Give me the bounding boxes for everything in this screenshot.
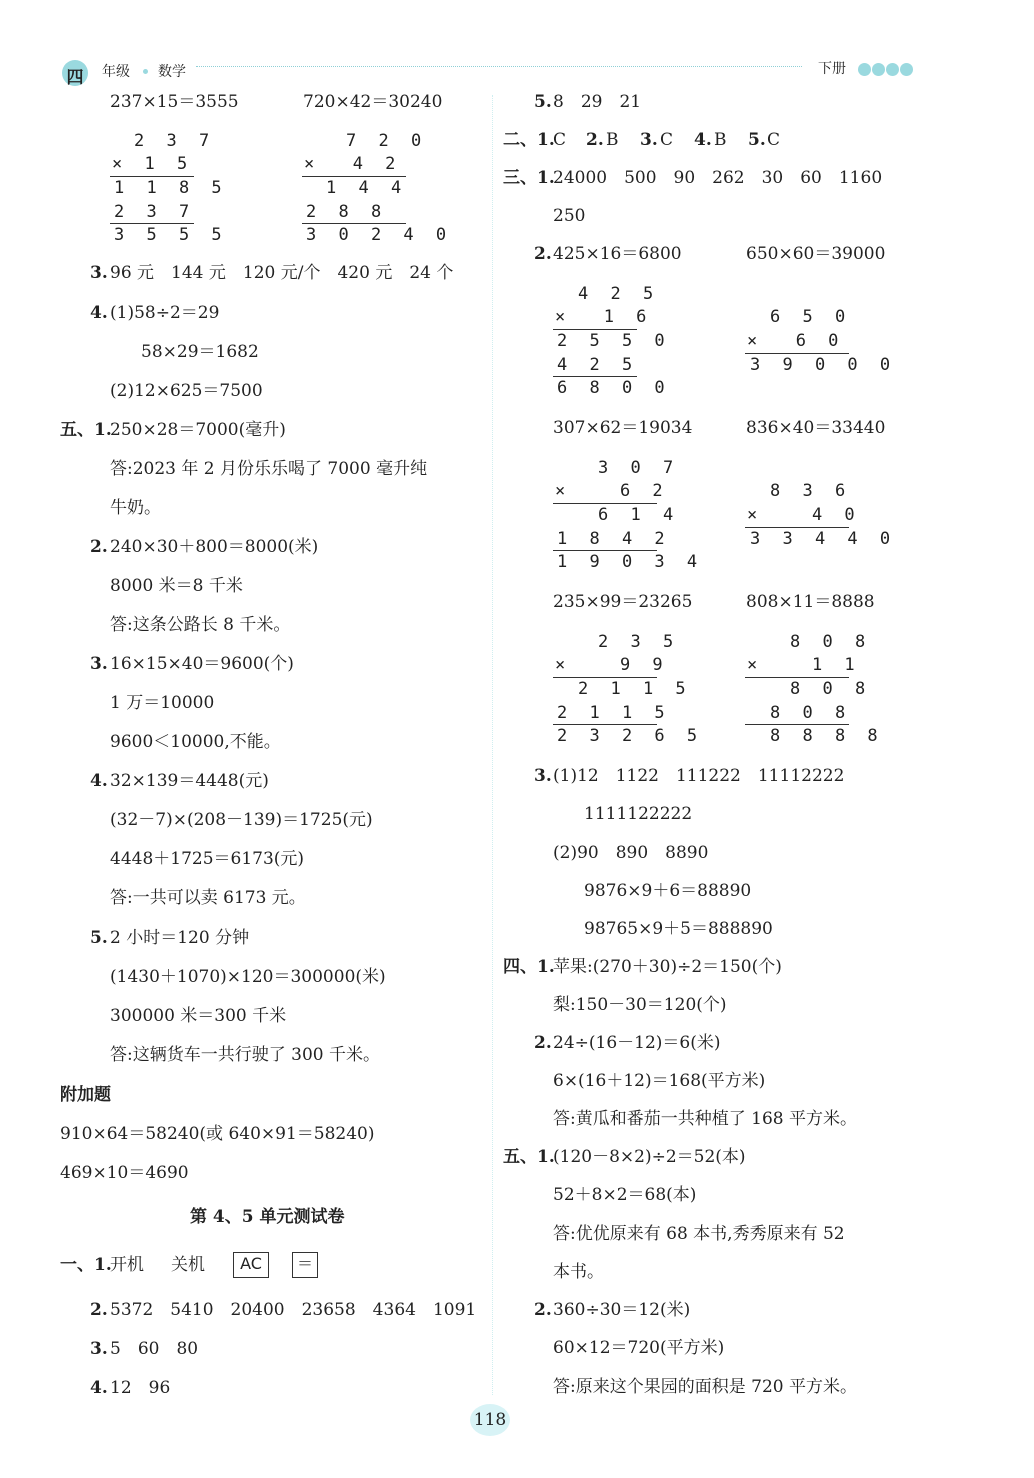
- section-number: 五、1.: [60, 420, 112, 440]
- answer-text: 梨:150－30＝120(个): [553, 995, 727, 1015]
- item-number: 3.: [534, 766, 552, 786]
- answer-text: 9600＜10000,不能。: [110, 732, 281, 752]
- vm-line: [553, 329, 637, 330]
- vm-row: 3 3 4 4 0: [750, 529, 897, 549]
- vm-row: 3 0 7: [598, 458, 680, 478]
- vm-line: [553, 503, 657, 504]
- answer-text: 52＋8×2＝68(本): [553, 1185, 697, 1205]
- vm-line: [302, 223, 406, 224]
- answer-text: 96 元 144 元 120 元/个 420 元 24 个: [110, 263, 454, 283]
- answer-text: 16×15×40＝9600(个): [110, 654, 294, 674]
- item-number: 2.: [90, 1300, 108, 1320]
- answer-text: (120－8×2)÷2＝52(本): [553, 1147, 746, 1167]
- vm-row: 8 3 6: [770, 481, 852, 501]
- answer-text: 12 96: [110, 1378, 171, 1398]
- answer-text: (1430＋1070)×120＝300000(米): [110, 967, 386, 987]
- answer-text: 9876×9＋6＝88890: [584, 881, 752, 901]
- answer-text: 910×64＝58240(或 640×91＝58240): [60, 1124, 375, 1144]
- vm-row: 2 3 7: [134, 131, 216, 151]
- vm-row: 2 8 8: [306, 202, 388, 222]
- item-number: 5.: [90, 928, 108, 948]
- answer-text: 牛奶。: [110, 498, 161, 518]
- answer-text: 答:这辆货车一共行驶了 300 千米。: [110, 1045, 380, 1065]
- separator-dot: [143, 69, 148, 74]
- equation: 808×11＝8888: [746, 592, 875, 612]
- answer-text: 240×30＋800＝8000(米): [110, 537, 319, 557]
- section-number: 五、1.: [503, 1147, 555, 1167]
- vm-row: × 1 5: [112, 154, 194, 174]
- vm-row: × 6 2: [555, 481, 669, 501]
- vm-row: 8 0 8: [790, 632, 872, 652]
- vm-row: 4 2 5: [578, 284, 660, 304]
- answer-text: 5 60 80: [110, 1339, 199, 1359]
- calculator-key-equals: ＝: [292, 1252, 318, 1278]
- answer-text: 答:一共可以卖 6173 元。: [110, 888, 306, 908]
- item-number: 2.: [586, 130, 604, 150]
- item-number: 2.: [534, 1300, 552, 1320]
- answer-text: 360÷30＝12(米): [553, 1300, 691, 1320]
- answer-text: 答:这条公路长 8 千米。: [110, 615, 291, 635]
- decor-circle: [900, 63, 913, 76]
- answer-text: 98765×9＋5＝888890: [584, 919, 773, 939]
- equation: 425×16＝6800: [553, 244, 682, 264]
- answer-text: (1)12 1122 111222 11112222: [553, 766, 845, 786]
- equation: 237×15＝3555: [110, 92, 239, 112]
- answer-text: 300000 米＝300 千米: [110, 1006, 287, 1026]
- vm-line: [553, 376, 637, 377]
- answer-text: 答:优优原来有 68 本书,秀秀原来有 52: [553, 1224, 845, 1244]
- header-rule: [196, 66, 802, 67]
- vm-row: 1 8 4 2: [557, 529, 671, 549]
- vm-line: [110, 223, 194, 224]
- answer-text: 答:2023 年 2 月份乐乐喝了 7000 毫升纯: [110, 459, 428, 479]
- vm-row: 7 2 0: [346, 131, 428, 151]
- vm-row: 1 9 0 3 4: [557, 552, 704, 572]
- vm-line: [745, 677, 849, 678]
- vm-line: [745, 724, 849, 725]
- vm-row: 8 0 8: [790, 679, 872, 699]
- vm-row: 2 3 5: [598, 632, 680, 652]
- vm-line: [745, 527, 849, 528]
- grade-badge: [62, 60, 88, 86]
- equation: 235×99＝23265: [553, 592, 693, 612]
- vm-line: [553, 724, 657, 725]
- answer-text: (1)58÷2＝29: [110, 303, 220, 323]
- answer-text: 1111122222: [584, 804, 693, 824]
- vm-row: 4 2 5: [557, 355, 639, 375]
- vm-line: [745, 353, 849, 354]
- answer-text: 4448＋1725＝6173(元): [110, 849, 305, 869]
- vm-row: × 4 2: [304, 154, 402, 174]
- vm-row: 1 4 4: [326, 178, 408, 198]
- vm-row: 1 1 8 5: [114, 178, 228, 198]
- vm-row: 3 9 0 0 0: [750, 355, 897, 375]
- answer-text: 469×10＝4690: [60, 1163, 189, 1183]
- vm-row: 2 3 7: [114, 202, 196, 222]
- answer-text: (32－7)×(208－139)＝1725(元): [110, 810, 373, 830]
- equation: 650×60＝39000: [746, 244, 886, 264]
- unit-title: 第 4、5 单元测试卷: [190, 1207, 345, 1227]
- item-number: 2.: [534, 1033, 552, 1053]
- volume-label: 下册: [818, 61, 846, 77]
- answer-text: C: [553, 130, 567, 150]
- subject-label: 数学: [158, 64, 186, 80]
- answer-text: 开机: [110, 1255, 144, 1275]
- item-number: 3.: [90, 1339, 108, 1359]
- answer-text: 苹果:(270＋30)÷2＝150(个): [553, 957, 782, 977]
- page-number: 118: [470, 1404, 510, 1436]
- answer-text: 答:原来这个果园的面积是 720 平方米。: [553, 1377, 857, 1397]
- item-number: 4.: [90, 303, 108, 323]
- answer-text: 1 万＝10000: [110, 693, 215, 713]
- equation: 720×42＝30240: [303, 92, 443, 112]
- section-number: 二、1.: [503, 130, 555, 150]
- vm-row: 6 8 0 0: [557, 378, 671, 398]
- answer-text: (2)12×625＝7500: [110, 381, 263, 401]
- answer-text: 2 小时＝120 分钟: [110, 928, 250, 948]
- vm-row: × 1 6: [555, 307, 653, 327]
- grade-number: 四: [66, 68, 84, 88]
- grade-label: 年级: [102, 64, 130, 80]
- section-number: 四、1.: [503, 957, 555, 977]
- equation: 836×40＝33440: [746, 418, 886, 438]
- answer-text: (2)90 890 8890: [553, 843, 709, 863]
- vm-row: 8 0 8: [770, 703, 852, 723]
- vm-row: × 4 0: [747, 505, 861, 525]
- answer-text: 6×(16＋12)＝168(平方米): [553, 1071, 766, 1091]
- vm-row: 8 8 8 8: [770, 726, 884, 746]
- answer-text: 答:黄瓜和番茄一共种植了 168 平方米。: [553, 1109, 857, 1129]
- vm-row: 3 0 2 4 0: [306, 225, 453, 245]
- vm-row: 6 5 0: [770, 307, 852, 327]
- answer-text: 本书。: [553, 1262, 604, 1282]
- vm-row: × 6 0: [747, 331, 845, 351]
- vm-row: × 9 9: [555, 655, 669, 675]
- section-number: 一、1.: [60, 1255, 112, 1275]
- vm-row: 2 5 5 0: [557, 331, 671, 351]
- vm-line: [553, 677, 657, 678]
- answer-text: C: [660, 130, 674, 150]
- answer-text: B: [714, 130, 727, 150]
- answer-text: 24000 500 90 262 30 60 1160: [553, 168, 883, 188]
- vm-row: 2 1 1 5: [578, 679, 692, 699]
- item-number: 4.: [90, 771, 108, 791]
- answer-text: B: [606, 130, 619, 150]
- decor-circle: [858, 63, 871, 76]
- item-number: 3.: [90, 263, 108, 283]
- column-divider: [492, 95, 493, 1395]
- vm-row: 3 5 5 5: [114, 225, 228, 245]
- answer-text: 24÷(16－12)＝6(米): [553, 1033, 721, 1053]
- answer-text: 250×28＝7000(毫升): [110, 420, 286, 440]
- answer-text: 8 29 21: [553, 92, 642, 112]
- item-number: 3.: [90, 654, 108, 674]
- decor-circle: [872, 63, 885, 76]
- equation: 307×62＝19034: [553, 418, 693, 438]
- vm-row: × 1 1: [747, 655, 861, 675]
- answer-text: 32×139＝4448(元): [110, 771, 269, 791]
- vm-line: [302, 176, 406, 177]
- vm-line: [553, 550, 657, 551]
- item-number: 5.: [534, 92, 552, 112]
- answer-text: 250: [553, 206, 586, 226]
- answer-text: 5372 5410 20400 23658 4364 1091: [110, 1300, 477, 1320]
- vm-row: 2 3 2 6 5: [557, 726, 704, 746]
- section-number: 三、1.: [503, 168, 555, 188]
- item-number: 3.: [640, 130, 658, 150]
- answer-text: C: [767, 130, 781, 150]
- answer-text: 60×12＝720(平方米): [553, 1338, 725, 1358]
- extra-title: 附加题: [60, 1085, 111, 1105]
- vm-row: 6 1 4: [598, 505, 680, 525]
- item-number: 2.: [90, 537, 108, 557]
- answer-text: 关机: [171, 1255, 205, 1275]
- item-number: 4.: [694, 130, 712, 150]
- decor-circle: [886, 63, 899, 76]
- item-number: 4.: [90, 1378, 108, 1398]
- calculator-key-ac: AC: [233, 1252, 269, 1278]
- vm-line: [110, 176, 194, 177]
- answer-text: 8000 米＝8 千米: [110, 576, 243, 596]
- item-number: 5.: [748, 130, 766, 150]
- vm-row: 2 1 1 5: [557, 703, 671, 723]
- item-number: 2.: [534, 244, 552, 264]
- answer-text: 58×29＝1682: [141, 342, 259, 362]
